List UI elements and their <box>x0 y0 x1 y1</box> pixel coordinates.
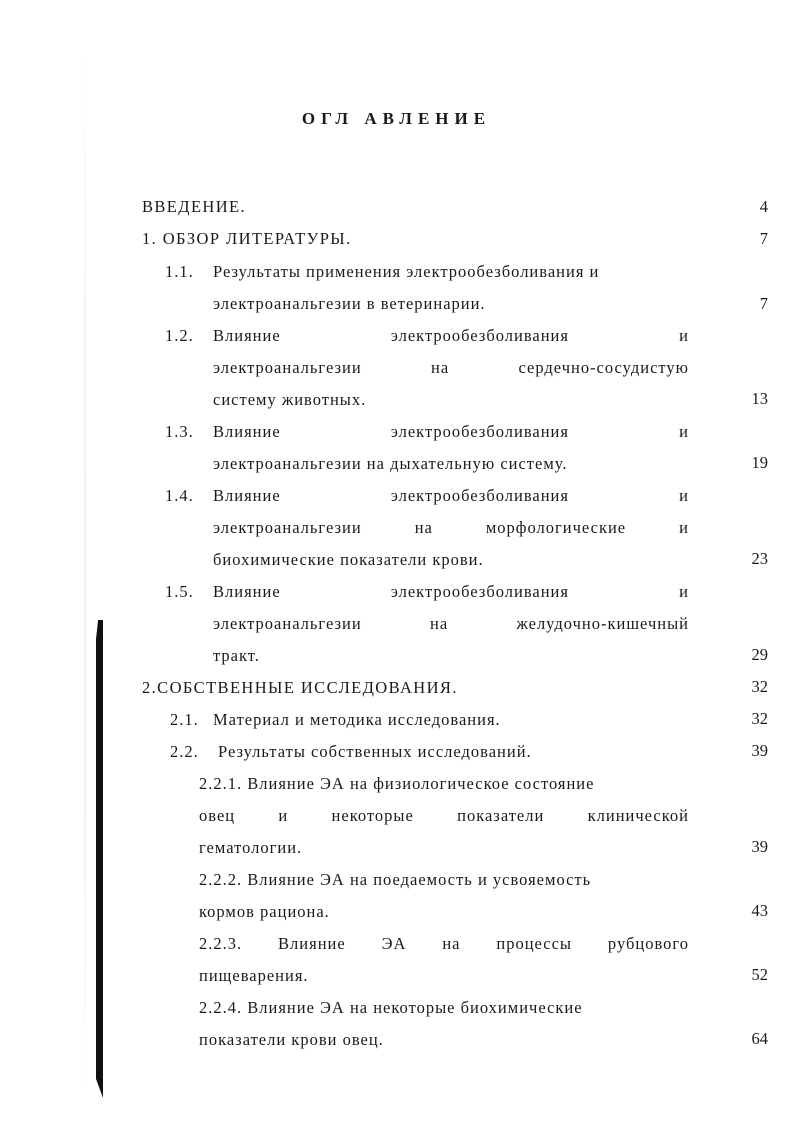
toc-entry-text: 2.2.1. Влияние ЭА на физиологическое состояние <box>199 774 595 793</box>
toc-entry-number: 2.1. <box>170 710 199 729</box>
toc-entry-number: 2.2. <box>170 742 199 761</box>
toc-entry-number: 1.5. <box>165 582 194 601</box>
toc-entry-number: 1.2. <box>165 326 194 345</box>
toc-page-number: 39 <box>751 837 768 856</box>
word: морфологические <box>485 518 627 537</box>
toc-entry-text: показатели крови овец. <box>199 1030 384 1049</box>
word: на <box>414 518 433 537</box>
toc-entry-text <box>213 358 689 378</box>
toc-entry-text <box>213 326 689 346</box>
toc-page-number: 32 <box>751 677 768 696</box>
word: Влияние <box>213 486 281 505</box>
toc-page-number: 32 <box>751 709 768 728</box>
page-title: ОГЛ АВЛЕНИЕ <box>301 109 492 128</box>
toc-entry-text <box>213 582 689 602</box>
toc-entry-text: биохимические показатели крови. <box>213 550 484 569</box>
toc-entry-number: 1.1. <box>165 262 194 281</box>
word: на <box>431 358 450 377</box>
word: сердечно-сосудистую <box>518 358 689 377</box>
toc-page-number: 23 <box>751 549 768 568</box>
word: Влияние <box>213 582 281 601</box>
word: рубцового <box>607 934 689 953</box>
word: и <box>679 518 689 537</box>
scan-shadow <box>84 40 86 1100</box>
word: некоторые <box>331 806 414 825</box>
word: клинической <box>587 806 689 825</box>
toc-entry-text: электроанальгезии в ветеринарии. <box>213 294 486 313</box>
word: электрообезболивания <box>390 486 569 505</box>
toc-entry-text <box>213 486 689 506</box>
word: Влияние <box>213 326 281 345</box>
word: и <box>278 806 289 825</box>
word: электроанальгезии <box>213 614 362 633</box>
toc-entry-text: 2.2.4. Влияние ЭА на некоторые биохимические <box>199 998 583 1017</box>
word: овец <box>199 806 236 825</box>
word: и <box>679 582 689 601</box>
word: на <box>429 614 449 633</box>
toc-entry-number: 1.3. <box>165 422 194 441</box>
toc-entry-chapter-1: 1. ОБЗОР ЛИТЕРАТУРЫ. <box>142 229 352 248</box>
word: желудочно-кишечный <box>516 614 689 633</box>
toc-entry-number: 1.4. <box>165 486 194 505</box>
toc-entry-text <box>199 934 689 954</box>
word: и <box>679 422 689 441</box>
word: электрообезболивания <box>390 582 569 601</box>
word: 2.2.3. <box>199 934 243 953</box>
word: Влияние <box>278 934 346 953</box>
word: электрообезболивания <box>390 326 569 345</box>
toc-entry-text: Результаты применения электрообезболивания и <box>213 262 600 281</box>
word: и <box>679 326 689 345</box>
scan-binding-edge <box>96 620 103 1098</box>
word: электрообезболивания <box>390 422 569 441</box>
word: на <box>442 934 461 953</box>
toc-entry-text: систему животных. <box>213 390 367 409</box>
toc-entry-text <box>213 518 689 538</box>
toc-entry-text <box>213 422 689 442</box>
toc-page-number: 64 <box>751 1029 768 1048</box>
toc-page-number: 43 <box>751 901 768 920</box>
toc-entry-text: Материал и методика исследования. <box>213 710 501 729</box>
toc-entry-text: электроанальгезии на дыхательную систему. <box>213 454 568 473</box>
toc-entry-intro: ВВЕДЕНИЕ. <box>142 197 247 216</box>
toc-page-number: 4 <box>759 197 768 216</box>
word: ЭА <box>381 934 407 953</box>
toc-page-number: 52 <box>751 965 768 984</box>
toc-entry-text: Результаты собственных исследований. <box>218 742 532 761</box>
word: электроанальгезии <box>213 518 362 537</box>
word: и <box>679 486 689 505</box>
toc-entry-chapter-2: 2.СОБСТВЕННЫЕ ИССЛЕДОВАНИЯ. <box>142 678 458 697</box>
toc-page-number: 19 <box>751 453 768 472</box>
toc-entry-text: тракт. <box>213 646 260 665</box>
word: электроанальгезии <box>213 358 362 377</box>
toc-page-number: 7 <box>759 294 768 313</box>
toc-page-number: 39 <box>751 741 768 760</box>
toc-page-number: 13 <box>751 389 768 408</box>
toc-page-number: 7 <box>759 229 768 248</box>
toc-entry-text: пищеварения. <box>199 966 309 985</box>
toc-entry-text <box>199 806 689 826</box>
word: Влияние <box>213 422 281 441</box>
toc-entry-text <box>213 614 689 634</box>
toc-entry-text: гематологии. <box>199 838 303 857</box>
toc-entry-text: 2.2.2. Влияние ЭА на поедаемость и усвояемость <box>199 870 592 889</box>
toc-page-number: 29 <box>751 645 768 664</box>
word: показатели <box>457 806 545 825</box>
toc-entry-text: кормов рациона. <box>199 902 330 921</box>
word: процессы <box>496 934 573 953</box>
